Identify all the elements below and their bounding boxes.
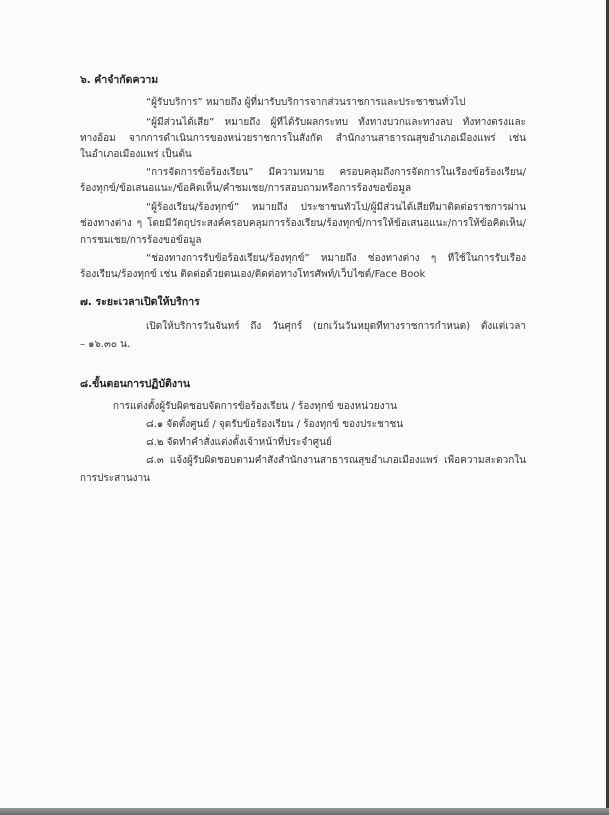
service-hours-line-2: – ๑๖.๓๐ น. [80,339,131,350]
procedure-intro: การแต่งตั้งผู้รับผิดชอบจัดการข้อร้องเรียน / ร้องทุกข์ ของหน่วยงาน [113,401,397,412]
definition-complaint-handling-line-2: ร้องทุกข์/ข้อเสนอแนะ/ข้อคิดเห็น/คำชมเชย/การสอบถามหรือการร้องขอข้อมูล [80,183,412,194]
procedure-item-8-2: ๘.๒ จัดทำคำสั่งแต่งตั้งเจ้าหน้าที่ประจำศูนย์ [146,437,332,448]
section-8-heading: ๘.ขั้นตอนการปฏิบัติงาน [80,378,191,390]
definition-stakeholder-line-1: “ผู้มีส่วนได้เสีย” หมายถึง ผู้ที่ได้รับผลกระทบ ทั้งทางบวกและทางลบ ทั้งทางตรงและ [146,117,526,128]
procedure-item-8-3-line-2: การประสานงาน [80,473,151,484]
scan-edge-bottom [0,808,609,815]
procedure-item-8-3-line-1: ๘.๓ แจ้งผู้รับผิดชอบตามคำสั่งสำนักงานสาธารณสุขอำเภอเมืองแพร่ เพื่อความสะดวกใน [146,455,526,466]
definition-channels-line-2: ร้องเรียน/ร้องทุกข์ เช่น ติดต่อด้วยตนเอง/ติดต่อทางโทรศัพท์/เว็บไซต์/Face Book [80,269,426,280]
service-hours-line-1: เปิดให้บริการวันจันทร์ ถึง วันศุกร์ (ยกเว้นวันหยุดที่ทางราชการกำหนด) ตั้งแต่เวลา [146,321,526,332]
definition-stakeholder-line-2: ทางอ้อม จากการดำเนินการของหน่วยราชการในสังกัด สำนักงานสาธารณสุขอำเภอเมืองแพร่ เช่น [80,133,526,144]
section-7-heading: ๗. ระยะเวลาเปิดให้บริการ [80,296,200,308]
definition-complainant-line-2: ช่องทางต่าง ๆ โดยมีวัตถุประสงค์ครอบคลุมการร้องเรียน/ร้องทุกข์/การให้ข้อเสนอแนะ/การให้ข้อคิดเห็น/ [80,218,526,229]
procedure-item-8-1: ๘.๑ จัดตั้งศูนย์ / จุดรับข้อร้องเรียน / ร้องทุกข์ ของประชาชน [146,419,404,430]
definition-service-recipient: “ผู้รับบริการ” หมายถึง ผู้ที่มารับบริการจากส่วนราชการและประชาชนทั่วไป [146,97,466,108]
definition-stakeholder-line-3: ในอำเภอเมืองแพร่ เป็นต้น [80,149,192,160]
section-6-heading: ๖. คำจำกัดความ [80,74,159,86]
definition-channels-line-1: “ช่องทางการรับข้อร้องเรียน/ร้องทุกข์” หมายถึง ช่องทางต่าง ๆ ที่ใช้ในการรับเรื่อง [146,253,526,264]
definition-complainant-line-1: “ผู้ร้องเรียน/ร้องทุกข์” หมายถึง ประชาชนทั่วไป/ผู้มีส่วนได้เสียที่มาติดต่อราชการผ่าน [146,202,526,213]
definition-complainant-line-3: การชมเชย/การร้องขอข้อมูล [80,235,202,246]
definition-complaint-handling-line-1: “การจัดการข้อร้องเรียน” มีความหมาย ครอบคลุมถึงการจัดการในเรื่องข้อร้องเรียน/ [146,167,526,178]
